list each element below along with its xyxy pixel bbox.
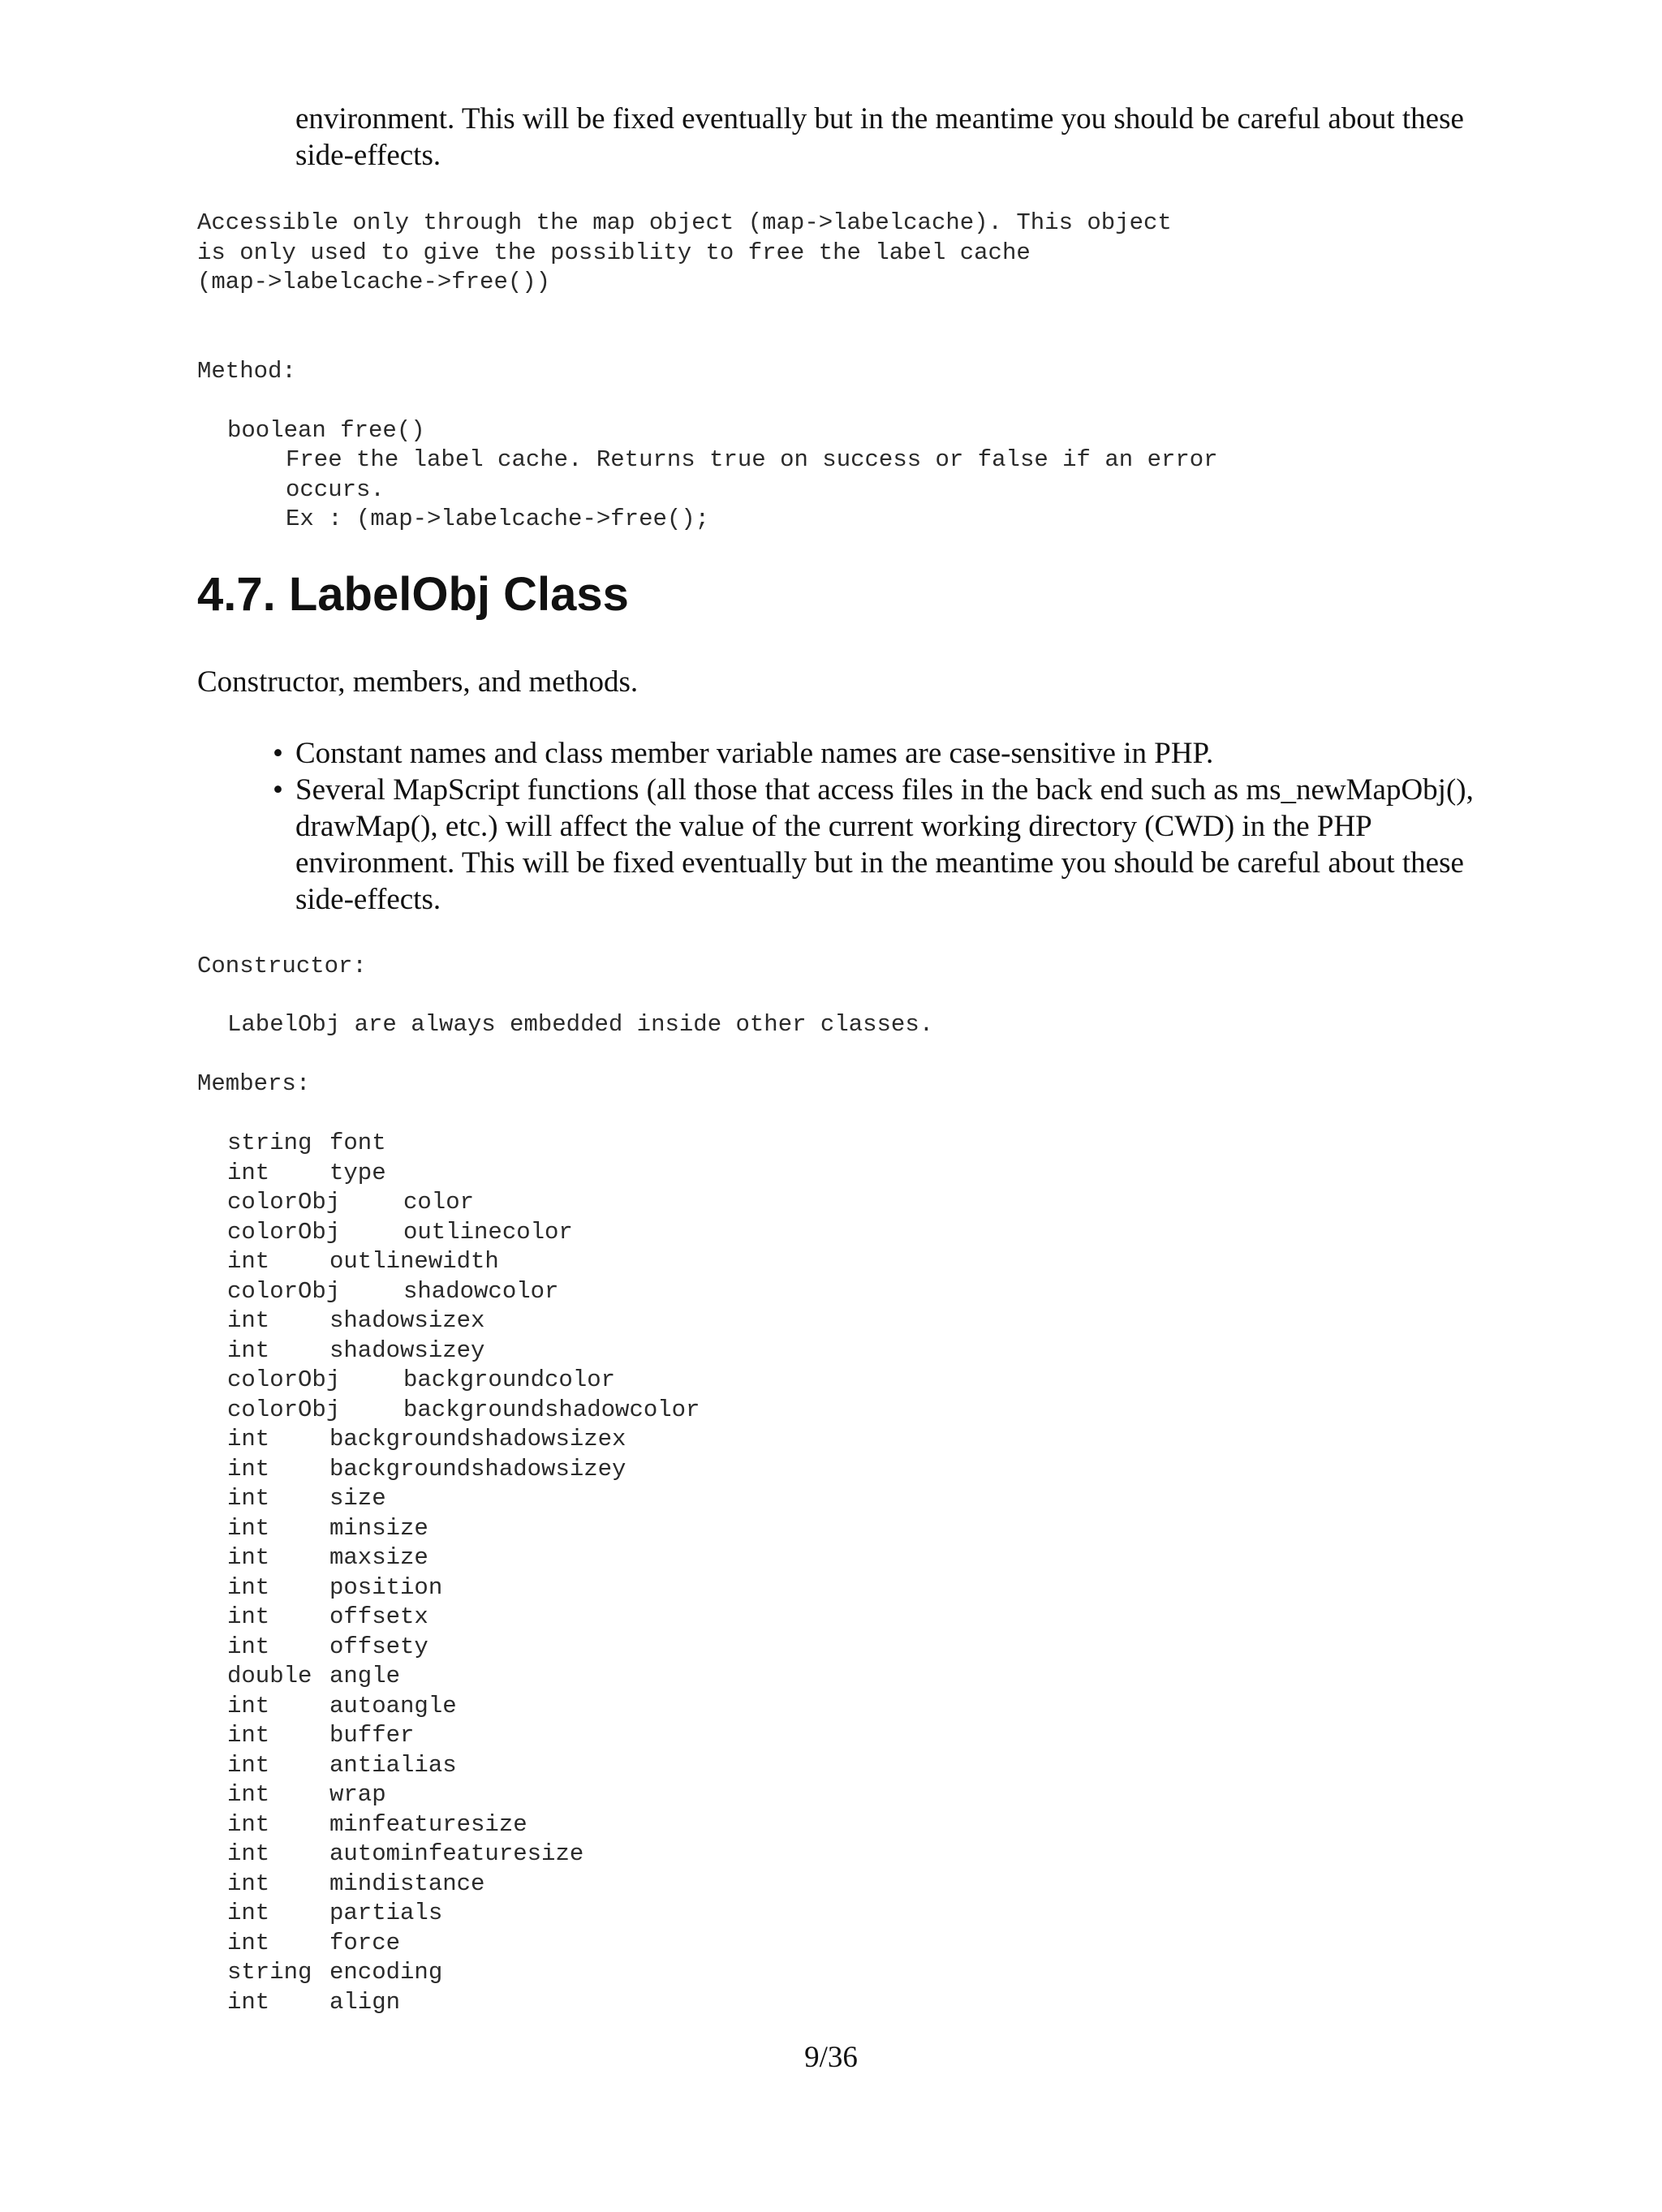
member-name: encoding: [329, 1959, 443, 1986]
member-type: colorObj: [227, 1366, 341, 1393]
member-type: int: [227, 1159, 270, 1186]
constructor-text: LabelObj are always embedded inside other classes.: [227, 1011, 934, 1038]
member-type: int: [227, 1603, 270, 1630]
list-item: [273, 735, 1529, 772]
member-type: int: [227, 1781, 270, 1808]
member-name: minsize: [329, 1514, 428, 1542]
member-name: backgroundshadowsizey: [329, 1455, 626, 1483]
member-name: backgroundshadowsizex: [329, 1426, 626, 1452]
member-type: string: [227, 1959, 312, 1986]
member-type: int: [227, 1633, 270, 1660]
bullet-icon: •: [273, 737, 283, 770]
member-name: partials: [329, 1900, 443, 1926]
member-type: int: [227, 1870, 270, 1897]
member-name: mindistance: [329, 1870, 485, 1897]
members-heading: Members:: [197, 1070, 311, 1097]
member-name: antialias: [329, 1751, 457, 1779]
member-type: int: [227, 1900, 270, 1926]
member-name: angle: [329, 1663, 401, 1689]
member-type: int: [227, 1929, 270, 1956]
member-name: color: [403, 1189, 475, 1216]
member-type: int: [227, 1455, 270, 1483]
continued-line-1: environment. This will be fixed eventually but in the meantime you should be careful about these: [295, 102, 1464, 136]
notes-list: [273, 735, 1529, 918]
member-name: backgroundcolor: [403, 1366, 616, 1393]
member-type: int: [227, 1336, 270, 1364]
member-name: wrap: [329, 1781, 386, 1808]
member-name: offsety: [329, 1633, 428, 1660]
member-name: outlinecolor: [403, 1218, 573, 1246]
method-description: Free the label cache. Returns true on success or false if an error occurs. Ex : (map->labelcache->free();: [286, 446, 1218, 532]
member-type: int: [227, 1248, 270, 1275]
page-number: 9/36: [804, 2041, 858, 2074]
member-type: int: [227, 1544, 270, 1571]
member-name: minfeaturesize: [329, 1810, 527, 1838]
member-name: font: [329, 1130, 386, 1156]
member-type: int: [227, 1810, 270, 1838]
member-name: align: [329, 1988, 401, 2016]
section-intro: Constructor, members, and methods.: [197, 665, 639, 699]
member-type: colorObj: [227, 1218, 341, 1246]
member-name: size: [329, 1485, 386, 1512]
member-name: autominfeaturesize: [329, 1840, 584, 1867]
member-type: colorObj: [227, 1277, 341, 1305]
member-type: int: [227, 1307, 270, 1334]
method-signature: boolean free(): [227, 417, 425, 444]
member-name: position: [329, 1573, 443, 1601]
member-name: buffer: [329, 1722, 415, 1749]
member-type: int: [227, 1692, 270, 1719]
member-name: maxsize: [329, 1544, 428, 1571]
member-name: shadowsizey: [329, 1336, 485, 1364]
member-name: backgroundshadowcolor: [403, 1396, 700, 1423]
constructor-heading: Constructor:: [197, 953, 367, 979]
member-type: int: [227, 1514, 270, 1542]
method-heading: Method:: [197, 358, 296, 385]
member-name: shadowcolor: [403, 1277, 559, 1305]
section-heading: 4.7. LabelObj Class: [197, 568, 629, 621]
member-type: colorObj: [227, 1396, 341, 1423]
member-name: shadowsizex: [329, 1307, 485, 1334]
continued-line-2: side-effects.: [295, 139, 441, 172]
member-name: autoangle: [329, 1692, 457, 1719]
labelcache-description: Accessible only through the map object (map->labelcache). This object is only used to give the possiblity to free the label cache (map->labelcache->free()): [197, 209, 1172, 295]
member-name: force: [329, 1929, 401, 1956]
member-type: colorObj: [227, 1189, 341, 1216]
member-type: int: [227, 1426, 270, 1452]
member-type: int: [227, 1573, 270, 1601]
member-name: type: [329, 1159, 386, 1186]
member-type: int: [227, 1485, 270, 1512]
member-name: outlinewidth: [329, 1248, 499, 1275]
list-item: [273, 772, 1529, 918]
member-type: int: [227, 1751, 270, 1779]
continued-paragraph: [295, 101, 1513, 174]
list-item-text: Several MapScript functions (all those that access files in the back end such as ms_newMapObj(), drawMap(), etc.) will affect the value of the current working directory (CWD) in the PHP environment. This will be fixed eventually but in the meantime you should be careful about these side-effects.: [295, 773, 1474, 916]
member-type: int: [227, 1722, 270, 1749]
member-type: int: [227, 1988, 270, 2016]
bullet-icon: •: [273, 773, 283, 807]
member-name: offsetx: [329, 1603, 428, 1630]
list-item-text: Constant names and class member variable names are case-sensitive in PHP.: [295, 737, 1214, 770]
member-type: int: [227, 1840, 270, 1867]
member-type: string: [227, 1130, 312, 1156]
member-type: double: [227, 1663, 312, 1689]
